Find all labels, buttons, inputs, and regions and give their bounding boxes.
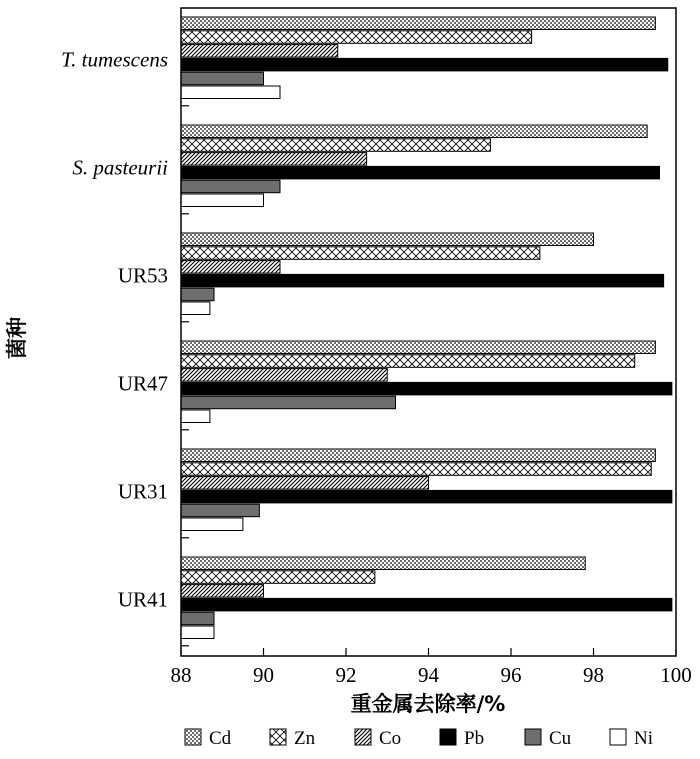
y-axis-title: 菌种 [5, 317, 29, 359]
bar-cu-4 [181, 504, 259, 517]
bar-ni-3 [181, 410, 210, 423]
bars-layer [181, 17, 672, 639]
bar-pb-3 [181, 382, 672, 395]
x-axis-title: 重金属去除率/% [350, 692, 506, 716]
bar-cu-3 [181, 396, 396, 409]
legend-label-ni: Ni [634, 728, 653, 749]
legend-swatch-co [355, 729, 371, 745]
bar-pb-5 [181, 598, 672, 611]
category-label-3: UR47 [117, 371, 168, 396]
bar-cd-0 [181, 17, 655, 30]
legend-swatch-cu [525, 729, 541, 745]
bar-cd-1 [181, 125, 647, 138]
bar-ni-1 [181, 194, 264, 207]
legend-label-co: Co [379, 728, 402, 749]
bar-co-1 [181, 153, 367, 166]
legend-swatch-ni [610, 729, 626, 745]
bar-cd-4 [181, 449, 655, 462]
bar-zn-3 [181, 355, 635, 368]
x-tick-label-0: 88 [170, 663, 192, 687]
bar-co-0 [181, 45, 338, 58]
bar-cu-5 [181, 612, 214, 625]
x-tick-label-6: 100 [660, 663, 692, 687]
category-label-2: UR53 [117, 263, 168, 288]
x-axis [171, 648, 692, 687]
bar-ni-4 [181, 518, 243, 531]
bar-co-4 [181, 477, 429, 490]
legend-swatch-cd [185, 729, 201, 745]
x-tick-label-3: 94 [418, 663, 439, 687]
bar-pb-2 [181, 274, 664, 287]
x-tick-label-2: 92 [335, 663, 357, 687]
bar-cd-3 [181, 341, 655, 354]
legend-swatch-zn [270, 729, 286, 745]
bar-pb-1 [181, 166, 660, 179]
x-tick-label-5: 98 [583, 663, 604, 687]
category-label-1: S. pasteurii [72, 155, 168, 180]
bar-pb-4 [181, 490, 672, 503]
y-axis [61, 47, 189, 645]
bar-co-3 [181, 369, 387, 382]
bar-pb-0 [181, 58, 668, 71]
bar-zn-0 [181, 31, 532, 44]
legend [185, 728, 653, 749]
legend-label-cu: Cu [549, 728, 572, 749]
x-tick-label-1: 90 [253, 663, 274, 687]
bar-zn-2 [181, 247, 540, 259]
bar-ni-0 [181, 86, 280, 99]
category-label-0: T. tumescens [61, 47, 168, 72]
category-label-5: UR41 [117, 587, 168, 612]
bar-ni-5 [181, 626, 214, 639]
bar-zn-1 [181, 139, 490, 152]
legend-label-zn: Zn [294, 728, 316, 749]
bar-cu-0 [181, 72, 264, 85]
bar-zn-4 [181, 463, 651, 476]
x-tick-label-4: 96 [500, 663, 522, 687]
bar-co-2 [181, 261, 280, 274]
bar-co-5 [181, 585, 264, 598]
legend-label-pb: Pb [464, 728, 485, 749]
bar-cu-1 [181, 180, 280, 193]
legend-label-cd: Cd [209, 728, 232, 749]
bar-cu-2 [181, 288, 214, 301]
legend-swatch-pb [440, 729, 456, 745]
bar-zn-5 [181, 571, 375, 584]
category-label-4: UR31 [117, 479, 168, 504]
bar-ni-2 [181, 302, 210, 315]
bar-cd-5 [181, 557, 585, 570]
bar-cd-2 [181, 233, 594, 246]
